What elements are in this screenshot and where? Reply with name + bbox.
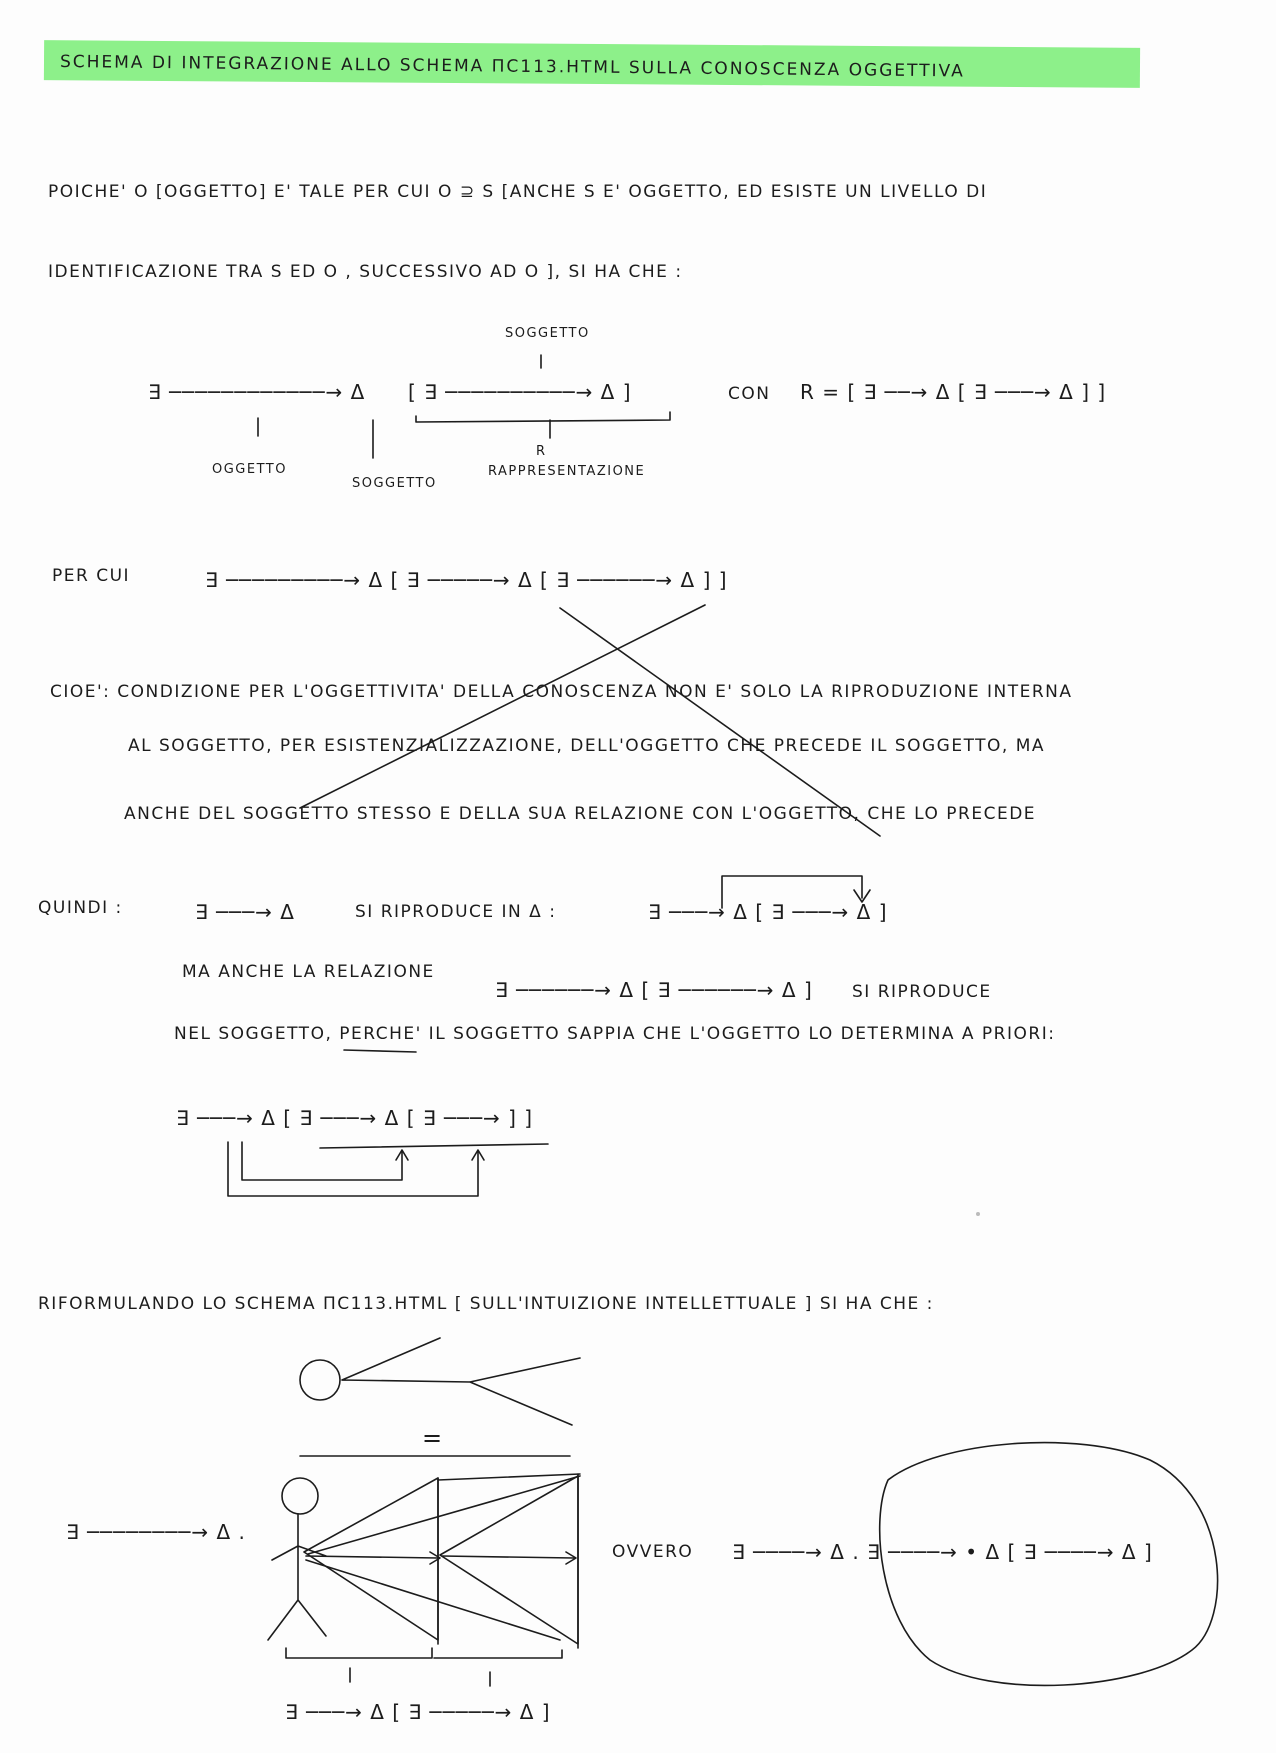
riformulando-line: RIFORMULANDO LO SCHEMA ПC113.HTML [ SULL'INTUIZIONE INTELLETTUALE ] SI HA CHE :	[38, 1294, 934, 1314]
ray-1	[308, 1476, 580, 1554]
stick-head	[282, 1478, 318, 1514]
equals-sign: =	[422, 1424, 444, 1452]
underline-formula-3	[320, 1144, 548, 1148]
underline-perche	[344, 1050, 416, 1052]
label-per-cui: PER CUI	[52, 566, 131, 586]
cross-line-1	[560, 608, 880, 836]
speck	[976, 1212, 980, 1216]
underline-bracket-r	[416, 412, 670, 422]
left-formula: ∃ ────────→ Δ .	[66, 1520, 246, 1544]
loop-arrow-2	[228, 1142, 478, 1196]
bracket-2	[434, 1650, 562, 1658]
quindi-line-3: NEL SOGGETTO, PERCHE' IL SOGGETTO SAPPIA CHE L'OGGETTO LO DETERMINA A PRIORI:	[174, 1024, 1056, 1044]
quindi-text-1: SI RIPRODUCE IN Δ :	[355, 902, 557, 922]
projection-lines-2	[440, 1476, 578, 1644]
label-con: CON	[728, 384, 771, 404]
label-soggetto-top: SOGGETTO	[505, 326, 590, 341]
label-soggetto: SOGGETTO	[352, 476, 437, 491]
quindi-formula-1: ∃ ───→ Δ	[195, 900, 295, 924]
intro-line-2: IDENTIFICAZIONE TRA S ED O , SUCCESSIVO AD O ], SI HA CHE :	[48, 262, 683, 282]
enclosing-blob	[880, 1443, 1218, 1686]
label-r: R	[536, 444, 547, 459]
ray-2	[306, 1560, 560, 1640]
cioe-line-2: AL SOGGETTO, PER ESISTENZIALIZZAZIONE, DELL'OGGETTO CHE PRECEDE IL SOGGETTO, MA	[128, 736, 1046, 756]
cioe-line-3: ANCHE DEL SOGGETTO STESSO E DELLA SUA RELAZIONE CON L'OGGETTO, CHE LO PRECEDE	[124, 804, 1037, 824]
quindi-line-2-formula: ∃ ──────→ Δ [ ∃ ──────→ Δ ]	[495, 978, 813, 1002]
page-title: SCHEMA DI INTEGRAZIONE ALLO SCHEMA ПC113.HTML SULLA CONOSCENZA OGGETTIVA	[59, 52, 965, 82]
quindi-line-2-end: SI RIPRODUCE	[852, 982, 992, 1002]
bracket-1	[286, 1648, 432, 1658]
label-ovvero: OVVERO	[612, 1542, 694, 1562]
label-quindi: QUINDI :	[38, 898, 123, 918]
bottom-formula: ∃ ───→ Δ [ ∃ ─────→ Δ ]	[285, 1700, 551, 1724]
quindi-formula-2: ∃ ───→ Δ [ ∃ ───→ Δ ]	[648, 900, 888, 924]
quindi-line-2-text: MA ANCHE LA RELAZIONE	[182, 962, 435, 982]
label-rappresentazione: RAPPRESENTAZIONE	[488, 464, 646, 479]
intro-line-1: POICHE' O [OGGETTO] E' TALE PER CUI O ⊇ S [ANCHE S E' OGGETTO, ED ESISTE UN LIVELLO DI	[48, 182, 988, 202]
label-oggetto: OGGETTO	[212, 462, 287, 477]
stick-body	[268, 1514, 326, 1640]
ovvero-formula: ∃ ────→ Δ . ∃ ────→ • Δ [ ∃ ────→ Δ ]	[732, 1540, 1153, 1564]
cioe-line-1: CIOE': CONDIZIONE PER L'OGGETTIVITA' DELLA CONOSCENZA NON E' SOLO LA RIPRODUZIONE INTERNA	[50, 682, 1073, 702]
cross-line-2	[300, 605, 705, 808]
arrow-ray-1	[306, 1556, 438, 1558]
arc-arrow	[722, 876, 862, 908]
formula-per-cui: ∃ ─────────→ Δ [ ∃ ─────→ Δ [ ∃ ──────→ Δ ] ]	[205, 568, 728, 592]
formula-left: ∃ ────────────→ Δ	[148, 380, 366, 404]
quindi-formula-3: ∃ ───→ Δ [ ∃ ───→ Δ [ ∃ ───→ ] ]	[176, 1106, 534, 1130]
arrow-ray-2	[442, 1556, 574, 1558]
figure-circle	[300, 1360, 340, 1400]
branch-lines	[342, 1338, 580, 1425]
formula-bracket: [ ∃ ──────────→ Δ ]	[408, 380, 632, 404]
r-formula: R = [ ∃ ──→ Δ [ ∃ ───→ Δ ] ]	[800, 380, 1107, 404]
